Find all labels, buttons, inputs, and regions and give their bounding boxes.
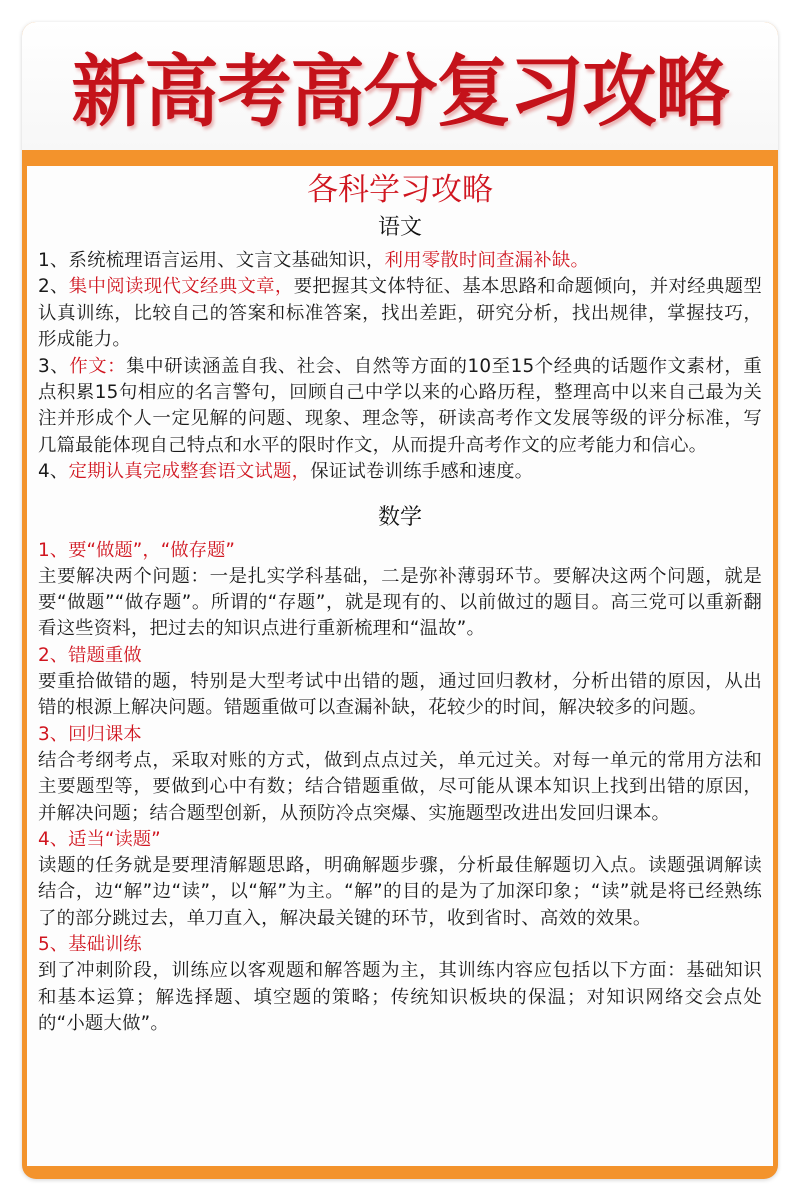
section-title: 各科学习攻略 bbox=[307, 172, 493, 208]
tip-highlight: 集中阅读现代文经典文章， bbox=[68, 276, 294, 298]
math-tip-body: 结合考纲考点，采取对账的方式，做到点点过关，单元过关。对每一单元的常用方法和主要题型等，要做到心中有数；结合错题重做，尽可能从课本知识上找到出错的原因，并解决问题；结合题型创新，从预防冷点突爆、实施题型改进出发回归课本。 bbox=[38, 749, 762, 824]
math-tips-list bbox=[38, 538, 762, 1038]
math-tip-body: 读题的任务就是要理清解题思路，明确解题步骤，分析最佳解题切入点。读题强调解读结合，边“解”边“读”，以“解”为主。“解”的目的是为了加深印象；“读”就是将已经熟练了的部分跳过去，单刀直入，解决最关键的环节，收到省时、高效的效果。 bbox=[38, 854, 762, 929]
content-panel bbox=[27, 166, 773, 1166]
tip-text: 要把握其文体特征、基本思路和命题倾向，并对经典题型认真训练，比较自己的答案和标准答案，找出差距，研究分析，找出规律，掌握技巧，形成能力。 bbox=[38, 276, 762, 351]
tip-text: 3、 bbox=[38, 355, 70, 377]
chinese-tip bbox=[38, 274, 762, 353]
page-title: 新高考高分复习攻略 bbox=[71, 47, 729, 138]
chinese-tip bbox=[38, 459, 762, 485]
tip-text: 2、 bbox=[38, 276, 69, 298]
math-tip-heading: 5、基础训练 bbox=[38, 934, 142, 956]
math-tip-heading: 3、回归课本 bbox=[38, 723, 142, 745]
tip-text: 保证试卷训练手感和速度。 bbox=[310, 461, 534, 483]
chinese-tips-list bbox=[38, 248, 762, 486]
math-tip-body: 到了冲刺阶段，训练应以客观题和解答题为主，其训练内容应包括以下方面：基础知识和基本运算；解选择题、填空题的策略；传统知识板块的保温；对知识网络交会点处的“小题大做”。 bbox=[38, 960, 762, 1034]
math-tip-body: 要重拾做错的题，特别是大型考试中出错的题，通过回归教材，分析出错的原因，从出错的根源上解决问题。错题重做可以查漏补缺，花较少的时间，解决较多的问题。 bbox=[38, 670, 762, 719]
tip-text: 1、系统梳理语言运用、文言文基础知识， bbox=[38, 250, 385, 271]
tip-highlight: 定期认真完成整套语文试题， bbox=[68, 461, 311, 483]
math-tip-heading: 2、错题重做 bbox=[38, 644, 142, 666]
math-tip-heading: 1、要“做题”，“做存题” bbox=[38, 539, 235, 561]
tip-text: 4、 bbox=[38, 461, 69, 483]
subject-heading-chinese: 语文 bbox=[377, 215, 422, 240]
tip-highlight: 利用零散时间查漏补缺。 bbox=[384, 250, 590, 271]
title-banner bbox=[22, 22, 778, 150]
chinese-tip bbox=[38, 354, 762, 460]
chinese-tip bbox=[38, 248, 762, 274]
subject-heading-math: 数学 bbox=[377, 504, 422, 530]
math-tip-body: 主要解决两个问题：一是扎实学科基础，二是弥补薄弱环节。要解决这两个问题，就是要“做题”“做存题”。所谓的“存题”，就是现有的、以前做过的题目。高三党可以重新翻看这些资料，把过去的知识点进行重新梳理和“温故”。 bbox=[38, 565, 762, 640]
guide-card bbox=[22, 22, 778, 1179]
tip-text: 集中研读涵盖自我、社会、自然等方面的10至15个经典的话题作文素材，重点积累15句相应的名言警句，回顾自己中学以来的心路历程，整理高中以来自己最为关注并形成个人一定见解的问题、现象、理念等，研读高考作文发展等级的评分标准，写几篇最能体现自己特点和水平的限时作文，从而提升高考作文的应考能力和信心。 bbox=[38, 355, 762, 456]
math-tip-heading: 4、适当“读题” bbox=[38, 828, 161, 850]
tip-highlight: 作文： bbox=[69, 355, 127, 377]
